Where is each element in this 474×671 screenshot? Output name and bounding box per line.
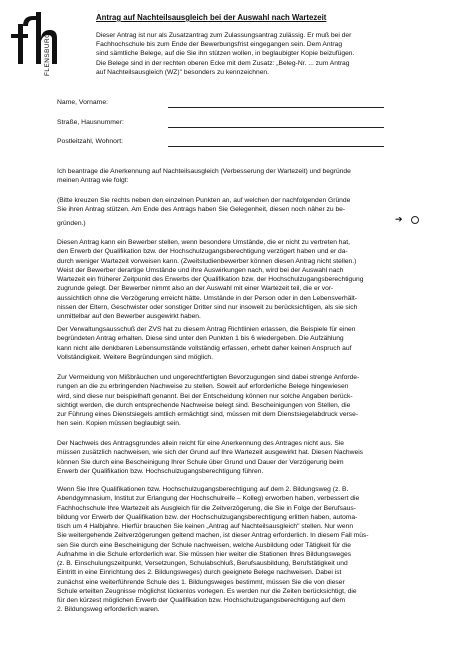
- text-line: zugrunde gelegt. Der Bewerber nimmt also an der Auswahl mit einer Wartezeit teil, die er vor-: [57, 285, 334, 293]
- text-line: Der Nachweis des Antragsgrundes allein reicht für eine Anerkennung des Antrages nicht aus. Sie: [57, 440, 344, 447]
- text-line: durch weniger Wartezeit vorweisen kann. (Zweitstudienbewerber können diesen Antrag nicht stellen.): [57, 257, 357, 265]
- text-line: aussichtlich ohne die Verzögerung erreicht hätte. Umstände in der Person oder in den Lebensverhält-: [57, 294, 358, 302]
- text-line: Erwerb der Qualifikation bzw. Hochschulzugangsberechtigung führen.: [57, 467, 264, 475]
- text-line: zur Führung eines Dienstsiegels amtlich ermächtigt sind, müssen mit dem Dienstsiegelabdruck verse-: [57, 411, 359, 418]
- text-line: für den kürzest möglichen Erwerb der Qualifikation bzw. Hochschulzugangsberechtigung auf dem: [57, 597, 346, 604]
- text-line: nissen der Eltern, Geschwister oder sonstiger Dritter sind nur insoweit zu berücksichtigen, als sie sich: [57, 303, 358, 311]
- request-line: meinen Antrag wie folgt:: [57, 177, 129, 185]
- arrow-right-icon: ➔: [395, 214, 403, 224]
- postal-city-label: Postleitzahl, Wohnort:: [57, 138, 123, 145]
- intro-line: sind sämtliche Belege, auf die Sie ihn stützen wollen, in beglaubigter Kopie beizufügen.: [96, 50, 355, 58]
- instruction-hint: [57, 196, 425, 228]
- text-line: den Erwerb der Qualifikation bzw. der Hochschulzugangsberechtigung verzögert haben und er da-: [57, 248, 348, 256]
- text-line: Sie weitergehende Zeitverzögerungen geltend machen, ist dieser Antrag erforderlich. In diesem Fall müs-: [57, 532, 369, 540]
- text-line: sichtigt werden, die durch entsprechende Nachweise belegt sind. Bescheinigungen von Stellen, die: [57, 401, 351, 409]
- hint-line: gründen.): [57, 219, 86, 227]
- postal-city-field[interactable]: [168, 146, 384, 147]
- text-line: begründeten Antrag erhalten. Diese sind unter den Punkten 1 bis 6 wiedergeben. Die Aufzählung: [57, 335, 344, 343]
- hint-line: (Bitte kreuzen Sie rechts neben den einzelnen Punkten an, auf welchen der nachfolgenden Gründe: [57, 197, 351, 204]
- text-line: Fachhochschule Ihre Wartezeit als Ausgleich für die Zeitverzögerung, die Sie in Folge der Berufsaus-: [57, 504, 356, 512]
- intro-line: auf Nachteilsausgleich (WZ)" besonders zu kennzeichnen.: [96, 68, 269, 76]
- intro-notice: [96, 31, 414, 77]
- text-line: wird, sind diese nur beispielhaft genannt. Bei der Entscheidung können nur solche Angaben berück-: [57, 392, 353, 400]
- name-field[interactable]: [168, 107, 384, 108]
- text-line: (z. B. Einschulungszeitpunkt, Versetzungen, Schulabschluß, Berufsausbildung, Berufstätigkeit und: [57, 560, 348, 567]
- text-line: Diesen Antrag kann ein Bewerber stellen, wenn besondere Umstände, die er nicht zu vertreten hat,: [57, 239, 350, 246]
- street-field[interactable]: [168, 127, 384, 128]
- paragraph-3: [57, 373, 425, 429]
- text-line: 2. Bildungsweg erforderlich waren.: [57, 606, 160, 614]
- text-line: müssen zusätzlich nachweisen, wie sich der Grund auf Ihre Wartezeit ausgewirkt hat. Diesen Nachweis: [57, 449, 364, 457]
- paragraph-1: [57, 238, 425, 321]
- logo-vertical-text: FLENSBURG: [44, 32, 51, 76]
- intro-line: Dieser Antrag ist nur als Zusatzantrag zum Zulassungsantrag zulässig. Er muß bei der: [96, 32, 352, 39]
- text-line: Der Verwaltungsausschuß der ZVS hat zu diesem Antrag Richtlinien erlassen, die Beispiele für einen: [57, 326, 356, 333]
- text-line: hen sein. Kopien müssen beglaubigt sein.: [57, 420, 181, 428]
- text-line: unmittelbar auf den Bewerber ausgewirkt haben.: [57, 313, 201, 320]
- text-line: Eintritt in eine Einrichtung des 2. Bildungsweges) durch geeignete Belege nachweisen. Dabei ist: [57, 569, 342, 577]
- text-line: Vollständigkeit. Weitere Begründungen sind möglich.: [57, 353, 214, 361]
- text-line: können Sie durch eine Bescheinigung Ihrer Schule über Grund und Dauer der Verzögerung beim: [57, 458, 344, 466]
- text-line: Abendgymnasium, Institut zur Erlangung der Hochschulreife – Kolleg) erworben haben, verbessert die: [57, 495, 360, 503]
- intro-line: Die Belege sind in der rechten oberen Ecke mit dem Zusatz: „Beleg-Nr. ... zum Antrag: [96, 59, 350, 67]
- text-line: Schule erteilten Zeugnisse möglichst lückenlos vorlegen. Es werden nur die Zeiten berücksichtigt, die: [57, 587, 357, 595]
- request-text: [57, 167, 425, 186]
- checkbox-circle[interactable]: [411, 216, 419, 224]
- hint-line: Sie ihren Antrag stützen. Am Ende des Antrags haben Sie Gelegenheit, diesen noch näher zu be-: [57, 206, 346, 214]
- text-line: Weist der Bewerber derartige Umstände und ihre Auswirkungen nach, wird bei der Auswahl nach: [57, 266, 344, 274]
- paragraph-2: [57, 325, 425, 362]
- text-line: Aufnahme in die Schule erforderlich war. Sie müssen hier weiter die Stationen Ihres Bildungsweges: [57, 550, 352, 558]
- text-line: Zur Vermeidung von Mißbräuchen und ungerechtfertigten Bevorzugungen sind dabei strenge Anforde-: [57, 374, 360, 381]
- name-label: Name, Vorname:: [57, 99, 108, 106]
- text-line: Wartezeit ein früherer Zeitpunkt des Erwerbs der Qualifikation bzw. der Hochschulzugangsberechtigung: [57, 276, 364, 283]
- text-line: bildung vor Erwerb der Qualifikation bzw. der Hochschulzugangsberechtigung erlitten haben, automa-: [57, 513, 358, 521]
- text-line: zunächst eine weiterführende Schule des 1. Bildungsweges bestimmt, müssen Sie die von dieser: [57, 578, 345, 586]
- document-title: Antrag auf Nachteilsausgleich bei der Auswahl nach Wartezeit: [96, 13, 327, 22]
- fh-flensburg-logo: [6, 8, 70, 80]
- paragraph-5: [57, 485, 425, 615]
- text-line: sen Sie durch eine Bescheinigung der Schule nachweisen, welche Ausbildung oder Tätigkeit für die: [57, 541, 351, 549]
- paragraph-4: [57, 439, 425, 476]
- street-label: Straße, Hausnummer:: [57, 119, 124, 126]
- text-line: kann nicht alle denkbaren Lebensumstände vollständig erfassen, erhebt daher keinen Anspruch auf: [57, 344, 352, 352]
- intro-line: Fachhochschule bis zum Ende der Bewerbungsfrist eingegangen sein. Dem Antrag: [96, 41, 343, 49]
- text-line: Wenn Sie Ihre Qualifikationen bzw. Hochschulzugangsberechtigung auf dem 2. Bildungsweg (z. B.: [57, 486, 349, 493]
- text-line: tisch um 4 Halbjahre. Hierfür brauchen Sie keinen „Antrag auf Nachteilsausgleich" stellen. Nur wenn: [57, 523, 354, 530]
- request-line: Ich beantrage die Anerkennung auf Nachteilsausgleich (Verbesserung der Wartezeit) und begründe: [57, 168, 351, 175]
- text-line: rungen an die zu erbringenden Nachweise zu stellen. Soweit auf erforderliche Belege hingewiesen: [57, 383, 349, 391]
